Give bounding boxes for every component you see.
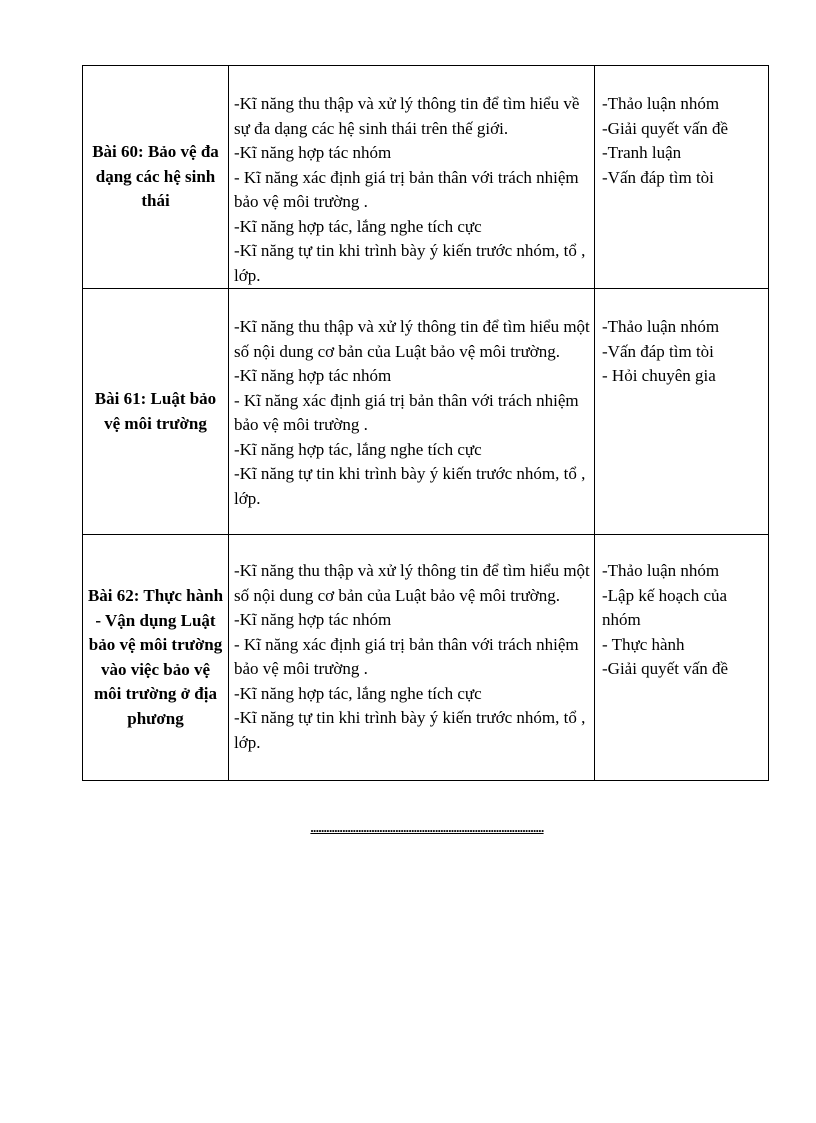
- skill-item: -Kĩ năng thu thập và xử lý thông tin để tìm hiểu một số nội dung cơ bản của Luật bảo vệ môi trường.: [234, 317, 590, 361]
- method-item: -Vấn đáp tìm tòi: [602, 167, 714, 187]
- method-item: -Thảo luận nhóm: [602, 317, 720, 336]
- method-item: - Thực hành: [602, 634, 685, 654]
- skills-cell: [229, 535, 595, 781]
- skill-item: -Kĩ năng tự tin khi trình bày ý kiến trước nhóm, tổ , lớp.: [234, 708, 586, 752]
- method-item: -Lập kế hoạch của nhóm: [602, 585, 728, 629]
- skill-item: -Kĩ năng hợp tác, lắng nghe tích cực: [234, 683, 482, 703]
- skill-item: - Kĩ năng xác định giá trị bản thân với trách nhiệm bảo vệ môi trường .: [234, 167, 579, 211]
- skill-item: -Kĩ năng hợp tác nhóm: [234, 366, 392, 385]
- skill-item: -Kĩ năng thu thập và xử lý thông tin để tìm hiểu về sự đa dạng các hệ sinh thái trên thế giới.: [234, 94, 580, 138]
- table-row: [83, 66, 769, 289]
- table-row: [83, 289, 769, 535]
- methods-cell: [595, 535, 769, 781]
- method-item: -Giải quyết vấn đề: [602, 118, 729, 138]
- method-item: -Thảo luận nhóm: [602, 94, 720, 113]
- method-item: -Thảo luận nhóm: [602, 561, 720, 580]
- lesson-title: Bài 61: Luật bảo vệ môi trường: [83, 289, 229, 535]
- skill-item: -Kĩ năng tự tin khi trình bày ý kiến trước nhóm, tổ , lớp.: [234, 464, 586, 508]
- lesson-title: Bài 60: Bảo vệ đa dạng các hệ sinh thái: [83, 66, 229, 289]
- dotted-separator: ........................................................................................: [310, 820, 544, 835]
- table-row: [83, 535, 769, 781]
- methods-cell: [595, 66, 769, 289]
- method-item: -Giải quyết vấn đề: [602, 659, 729, 678]
- skills-cell: [229, 66, 595, 289]
- lessons-table: [82, 65, 769, 781]
- skill-item: - Kĩ năng xác định giá trị bản thân với trách nhiệm bảo vệ môi trường .: [234, 390, 579, 434]
- method-item: - Hỏi chuyên gia: [602, 366, 716, 385]
- skill-item: - Kĩ năng xác định giá trị bản thân với trách nhiệm bảo vệ môi trường .: [234, 634, 579, 678]
- skill-item: -Kĩ năng thu thập và xử lý thông tin để tìm hiểu một số nội dung cơ bản của Luật bảo vệ môi trường.: [234, 561, 590, 605]
- method-item: -Tranh luận: [602, 143, 682, 162]
- skill-item: -Kĩ năng hợp tác, lắng nghe tích cực: [234, 216, 482, 236]
- methods-cell: [595, 289, 769, 535]
- skill-item: -Kĩ năng hợp tác nhóm: [234, 610, 392, 629]
- method-item: -Vấn đáp tìm tòi: [602, 341, 714, 361]
- skill-item: -Kĩ năng hợp tác, lắng nghe tích cực: [234, 439, 482, 459]
- skills-cell: [229, 289, 595, 535]
- skill-item: -Kĩ năng hợp tác nhóm: [234, 143, 392, 162]
- skill-item: -Kĩ năng tự tin khi trình bày ý kiến trước nhóm, tổ , lớp.: [234, 241, 586, 285]
- lesson-title: Bài 62: Thực hành - Vận dụng Luật bảo vệ môi trường vào việc bảo vệ môi trường ở địa phương: [83, 535, 229, 781]
